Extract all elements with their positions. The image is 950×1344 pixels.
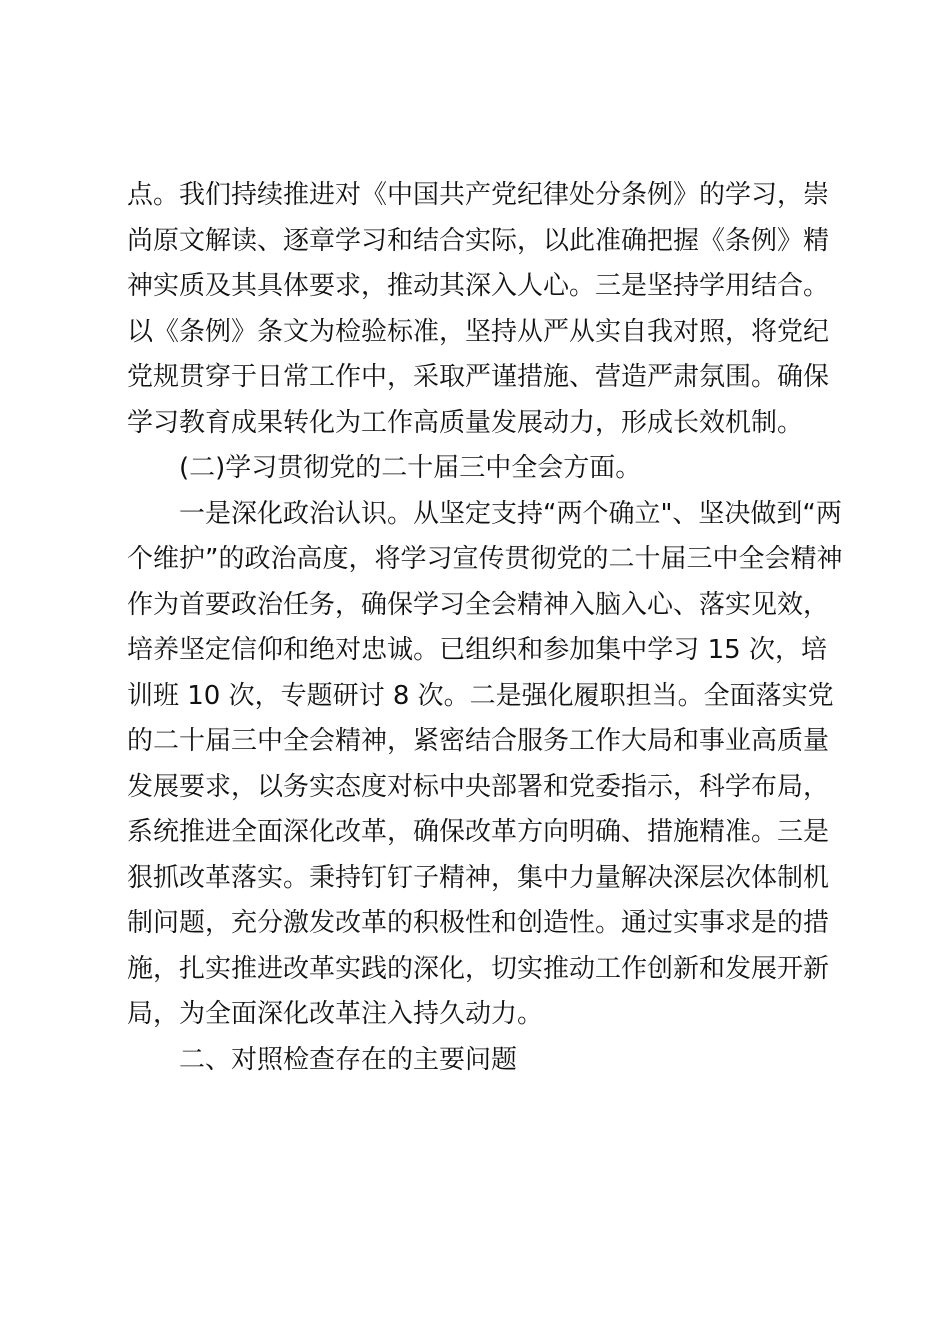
paragraph-line: 施，扎实推进改革实践的深化，切实推动工作创新和发展开新	[127, 953, 830, 984]
paragraph-line: 狠抓改革落实。秉持钉钉子精神，集中力量解决深层次体制机	[127, 862, 830, 893]
paragraph-line: 训班 10 次，专题研讨 8 次。二是强化履职担当。全面落实党	[127, 680, 834, 711]
paragraph-line: 党规贯穿于日常工作中，采取严谨措施、营造严肃氛围。确保	[127, 362, 830, 392]
paragraph-line: 个维护”的政治高度，将学习宣传贯彻党的二十届三中全会精神	[127, 544, 843, 574]
paragraph-line: 的二十届三中全会精神，紧密结合服务工作大局和事业高质量	[127, 726, 830, 756]
paragraph-line: 神实质及其具体要求，推动其深入人心。三是坚持学用结合。	[127, 271, 830, 301]
paragraph-line: 作为首要政治任务，确保学习全会精神入脑入心、落实见效，	[127, 589, 830, 620]
paragraph-line: 点。我们持续推进对《中国共产党纪律处分条例》的学习，崇	[127, 180, 830, 210]
paragraph-line: 学习教育成果转化为工作高质量发展动力，形成长效机制。	[127, 407, 804, 438]
paragraph-line: 制问题，充分激发改革的积极性和创造性。通过实事求是的措	[127, 908, 830, 938]
paragraph-line: 局，为全面深化改革注入持久动力。	[127, 999, 544, 1029]
section-heading: (二)学习贯彻党的二十届三中全会方面。	[179, 453, 642, 483]
document-body	[127, 173, 843, 1083]
paragraph-line: 培养坚定信仰和绝对忠诚。已组织和参加集中学习 15 次，培	[127, 635, 827, 665]
paragraph-line: 尚原文解读、逐章学习和结合实际，以此准确把握《条例》精	[127, 225, 830, 256]
paragraph-line: 以《条例》条文为检验标准，坚持从严从实自我对照，将党纪	[127, 316, 830, 347]
paragraph-line: 系统推进全面深化改革，确保改革方向明确、措施精准。三是	[127, 817, 830, 847]
paragraph-line: 发展要求，以务实态度对标中央部署和党委指示，科学布局，	[127, 771, 830, 802]
paragraph-line: 一是深化政治认识。从坚定支持“两个确立"、坚决做到“两	[179, 498, 842, 529]
section-heading: 二、对照检查存在的主要问题	[179, 1044, 518, 1075]
